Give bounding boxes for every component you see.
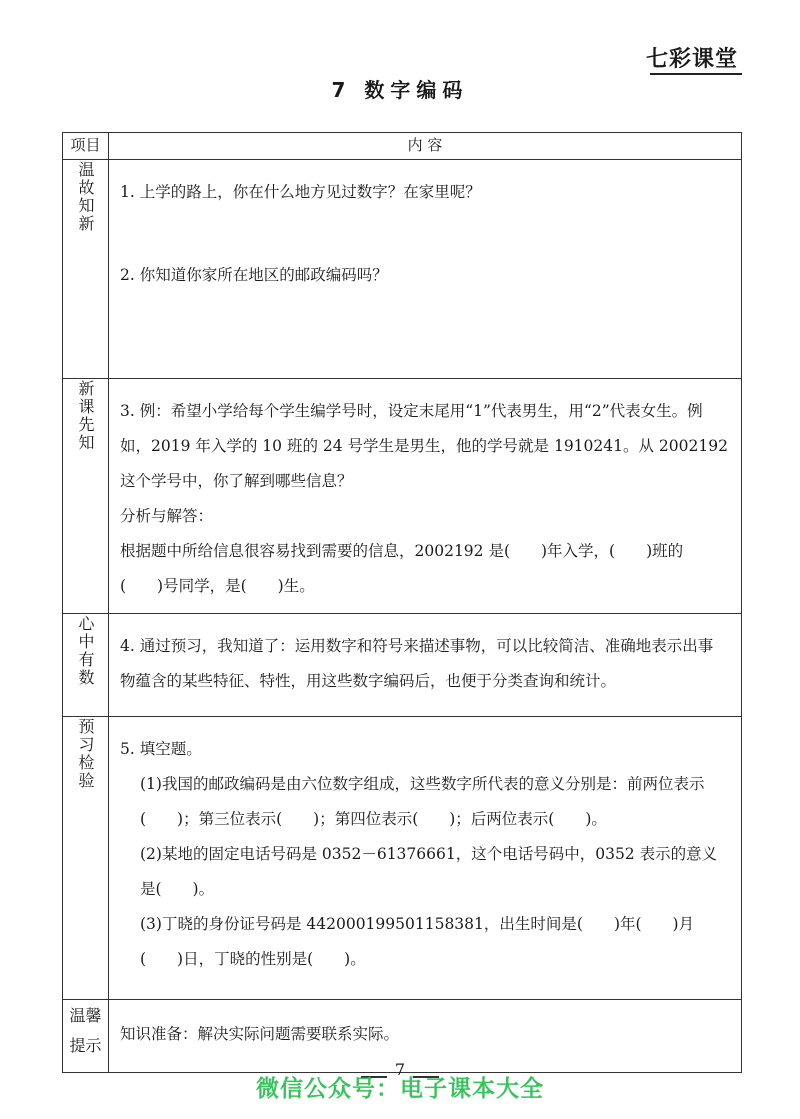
table-row [63, 614, 742, 717]
text-line: 如，2019 年入学的 10 班的 24 号学生是男生，他的学号就是 1910241。从 2002192 [120, 437, 728, 455]
text-line: 知识准备：解决实际问题需要联系实际。 [120, 1024, 400, 1043]
text-line: ( )；第三位表示( )；第四位表示( )；后两位表示( )。 [140, 810, 607, 828]
text-line: 根据题中所给信息很容易找到需要的信息，2002192 是( )年入学，( )班的 [120, 542, 684, 560]
text-line: (3)丁晓的身份证号码是 442000199501158381，出生时间是( )年( )月 [140, 915, 695, 933]
row-label: 提示 [69, 1036, 102, 1055]
text-line: 分析与解答： [120, 507, 214, 525]
row-label: 心中有数 [76, 615, 95, 687]
text-line: 物蕴含的某些特征、特性，用这些数字编码后，也便于分类查询和统计。 [120, 672, 617, 690]
brand-logo: 七彩课堂 [645, 47, 738, 72]
row-label: 新课先知 [76, 380, 95, 452]
text-line: (1)我国的邮政编码是由六位数字组成，这些数字所代表的意义分别是：前两位表示 [140, 775, 705, 793]
text-line: 是( )。 [140, 880, 215, 898]
table-header-row [63, 133, 742, 160]
table-row [63, 717, 742, 1000]
page-number: 7 [394, 1060, 406, 1079]
text-line: 3. 例：希望小学给每个学生编学号时，设定末尾用“1”代表男生，用“2”代表女生。例 [120, 402, 703, 420]
header-project: 项目 [63, 133, 109, 160]
row-label: 温馨 [69, 1006, 102, 1025]
table-row [63, 379, 742, 614]
header-content: 内 容 [109, 133, 742, 160]
question-2: 2. 你知道你家所在地区的邮政编码吗？ [120, 266, 388, 284]
table-row [63, 160, 742, 379]
row-label: 预习检验 [76, 718, 95, 790]
watermark-text: 微信公众号：电子课本大全 [256, 1076, 544, 1102]
question-1: 1. 上学的路上，你在什么地方见过数字？在家里呢？ [120, 183, 481, 201]
text-line: 4. 通过预习，我知道了：运用数字和符号来描述事物，可以比较简洁、准确地表示出事 [120, 637, 714, 655]
text-line: (2)某地的固定电话号码是 0352－61376661，这个电话号码中，0352 表示的意义 [140, 845, 718, 863]
lesson-table [62, 132, 742, 1073]
text-line: 这个学号中，你了解到哪些信息？ [120, 472, 353, 490]
text-line: 5. 填空题。 [120, 740, 202, 758]
row-label: 温故知新 [76, 161, 95, 233]
text-line: ( )日，丁晓的性别是( )。 [140, 950, 366, 968]
text-line: ( )号同学，是( )生。 [120, 577, 315, 595]
page-title: 7 数字编码 [331, 78, 469, 102]
